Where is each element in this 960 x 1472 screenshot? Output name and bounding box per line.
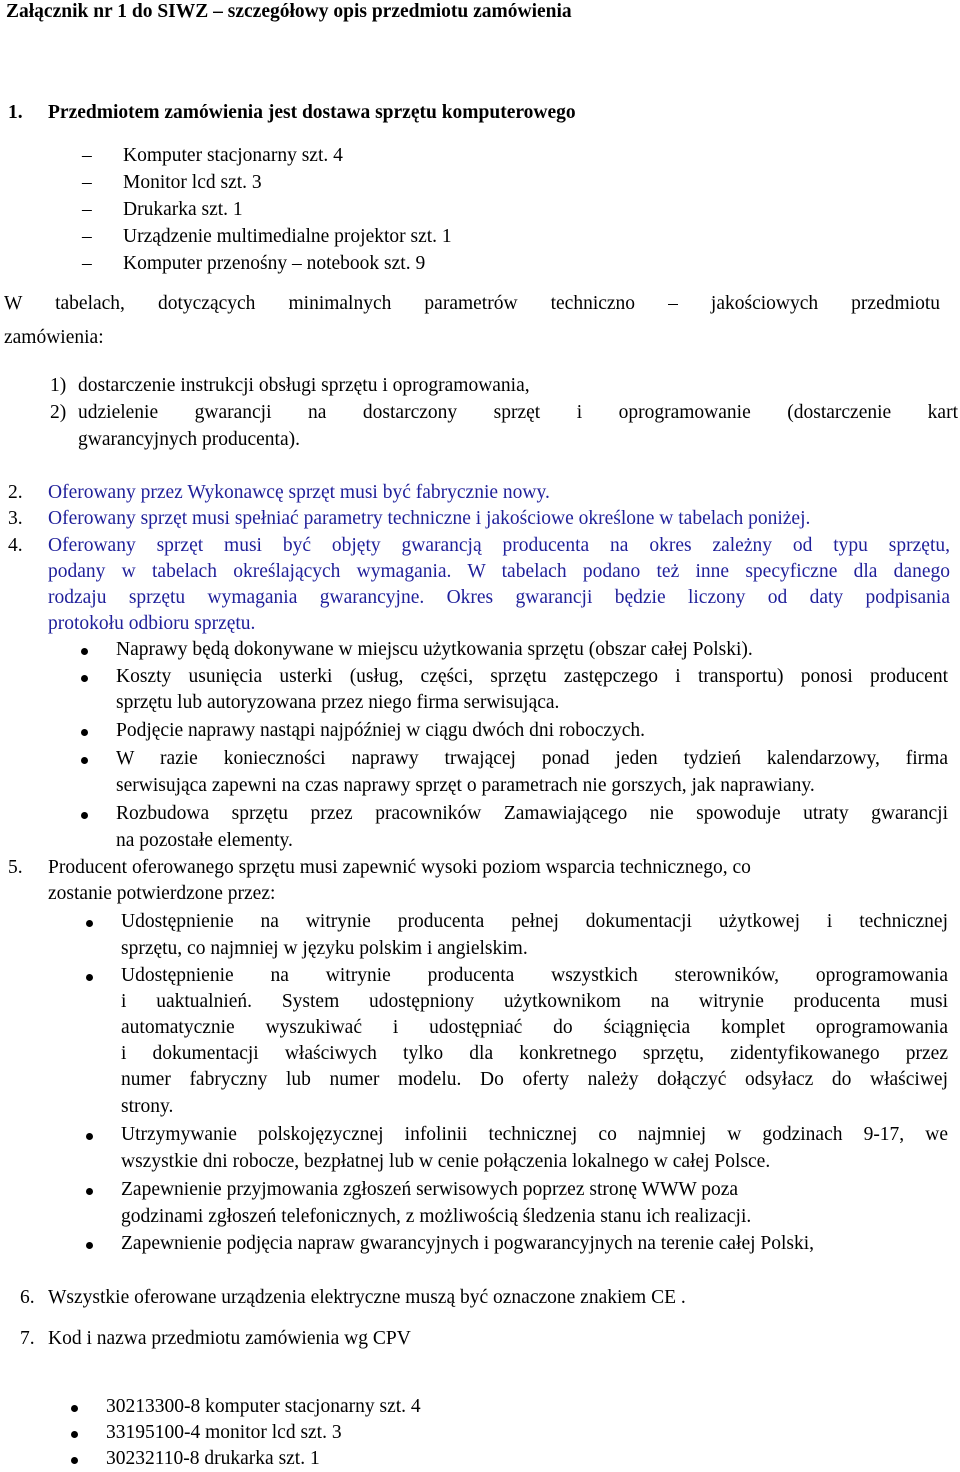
bullet-icon — [81, 729, 88, 736]
list-item: Komputer stacjonarny szt. 4 — [123, 145, 343, 166]
cpv-item: 33195100-4 monitor lcd szt. 3 — [106, 1422, 342, 1443]
paragraph-line: zamówienia: — [4, 327, 104, 348]
bullet-text: serwisująca zapewni na czas naprawy sprzęt o parametrach nie gorszych, jak naprawiany. — [116, 775, 815, 796]
bullet-text: godzinami zgłoszeń telefonicznych, z możliwością śledzenia stanu ich realizacji. — [121, 1206, 752, 1227]
sub-item-number: 2) — [50, 402, 67, 423]
section-text: Kod i nazwa przedmiotu zamówienia wg CPV — [48, 1328, 411, 1349]
paragraph-line: protokołu odbioru sprzętu. — [48, 613, 256, 634]
bullet-text: Zapewnienie podjęcia napraw gwarancyjnych i pogwarancyjnych na terenie całej Polski, — [121, 1233, 815, 1254]
dash-marker: – — [82, 145, 92, 166]
dash-marker: – — [82, 226, 92, 247]
bullet-text: Udostępnienie na witrynie producenta pełnej dokumentacji użytkowej i technicznej — [121, 911, 948, 932]
list-item: Urządzenie multimedialne projektor szt. 1 — [123, 226, 452, 247]
paragraph-line: Oferowany sprzęt musi być objęty gwarancją producenta na okres zależny od typu sprzętu, — [48, 535, 950, 556]
cpv-item: 30213300-8 komputer stacjonarny szt. 4 — [106, 1396, 421, 1417]
bullet-icon — [81, 757, 88, 764]
section-number: 6. — [20, 1287, 35, 1308]
sub-item-number: 1) — [50, 375, 67, 396]
bullet-text: automatycznie wyszukiwać i udostępniać do ściągnięcia komplet oprogramowania — [121, 1017, 948, 1038]
document-title: Załącznik nr 1 do SIWZ – szczegółowy opis przedmiotu zamówienia — [6, 1, 572, 22]
bullet-text: W razie konieczności naprawy trwającej ponad jeden tydzień kalendarzowy, firma — [116, 748, 948, 769]
bullet-text: na pozostałe elementy. — [116, 830, 293, 851]
bullet-text: sprzętu, co najmniej w języku polskim i angielskim. — [121, 938, 528, 959]
section-number: 3. — [8, 508, 23, 529]
section-heading: Przedmiotem zamówienia jest dostawa sprzętu komputerowego — [48, 102, 576, 123]
bullet-text: wszystkie dni robocze, bezpłatnej lub w cenie połączenia lokalnego w całej Polsce. — [121, 1151, 771, 1172]
cpv-item: 30232110-8 drukarka szt. 1 — [106, 1448, 320, 1469]
bullet-icon — [86, 974, 93, 981]
section-number: 4. — [8, 535, 23, 556]
list-item: Monitor lcd szt. 3 — [123, 172, 262, 193]
bullet-icon — [86, 920, 93, 927]
bullet-icon — [81, 648, 88, 655]
bullet-icon — [71, 1431, 78, 1438]
dash-marker: – — [82, 253, 92, 274]
section-number: 2. — [8, 482, 23, 503]
bullet-text: i uaktualnień. System udostępniony użytkownikom na witrynie producenta musi — [121, 991, 948, 1012]
section-text: Wszystkie oferowane urządzenia elektryczne muszą być oznaczone znakiem CE . — [48, 1287, 686, 1308]
bullet-text: Zapewnienie przyjmowania zgłoszeń serwisowych poprzez stronę WWW poza — [121, 1179, 739, 1200]
section-text: Oferowany sprzęt musi spełniać parametry techniczne i jakościowe określone w tabelach poniżej. — [48, 508, 811, 529]
bullet-text: Koszty usunięcia usterki (usług, części, sprzętu zastępczego i transportu) ponosi producent — [116, 666, 948, 687]
bullet-icon — [71, 1457, 78, 1464]
list-item: Drukarka szt. 1 — [123, 199, 243, 220]
bullet-text: Rozbudowa sprzętu przez pracowników Zamawiającego nie spowoduje utraty gwarancji — [116, 803, 948, 824]
dash-marker: – — [82, 199, 92, 220]
bullet-icon — [71, 1405, 78, 1412]
bullet-icon — [86, 1188, 93, 1195]
bullet-icon — [81, 675, 88, 682]
section-number: 1. — [8, 102, 23, 123]
bullet-text: Udostępnienie na witrynie producenta wszystkich sterowników, oprogramowania — [121, 965, 948, 986]
paragraph-line: zostanie potwierdzone przez: — [48, 883, 276, 904]
paragraph-line: podany w tabelach określających wymagania. W tabelach podano też inne specyficzne dla danego — [48, 561, 950, 582]
paragraph-line: rodzaju sprzętu wymagania gwarancyjne. Okres gwarancji będzie liczony od daty podpisania — [48, 587, 950, 608]
sub-item-text: dostarczenie instrukcji obsługi sprzętu i oprogramowania, — [78, 375, 530, 396]
paragraph-line: Producent oferowanego sprzętu musi zapewnić wysoki poziom wsparcia technicznego, co — [48, 857, 751, 878]
sub-item-text: gwarancyjnych producenta). — [78, 429, 300, 450]
bullet-icon — [86, 1133, 93, 1140]
section-number: 7. — [20, 1328, 35, 1349]
bullet-text: strony. — [121, 1096, 174, 1117]
bullet-text: numer fabryczny lub numer modelu. Do oferty należy dołączyć odsyłacz do właściwej — [121, 1069, 948, 1090]
dash-marker: – — [82, 172, 92, 193]
sub-item-text: udzielenie gwarancji na dostarczony sprzęt i oprogramowanie (dostarczenie kart — [78, 402, 958, 423]
bullet-text: Podjęcie naprawy nastąpi najpóźniej w ciągu dwóch dni roboczych. — [116, 720, 646, 741]
bullet-text: Naprawy będą dokonywane w miejscu użytkowania sprzętu (obszar całej Polski). — [116, 639, 753, 660]
bullet-text: sprzętu lub autoryzowana przez niego firma serwisująca. — [116, 692, 560, 713]
bullet-icon — [81, 812, 88, 819]
section-text: Oferowany przez Wykonawcę sprzęt musi być fabrycznie nowy. — [48, 482, 550, 503]
paragraph-line: W tabelach, dotyczących minimalnych parametrów techniczno – jakościowych przedmiotu — [4, 293, 940, 314]
bullet-icon — [86, 1242, 93, 1249]
bullet-text: Utrzymywanie polskojęzycznej infolinii technicznej co najmniej w godzinach 9-17, we — [121, 1124, 948, 1145]
list-item: Komputer przenośny – notebook szt. 9 — [123, 253, 426, 274]
bullet-text: i dokumentacji właściwych tylko dla konkretnego sprzętu, zidentyfikowanego przez — [121, 1043, 948, 1064]
section-number: 5. — [8, 857, 23, 878]
